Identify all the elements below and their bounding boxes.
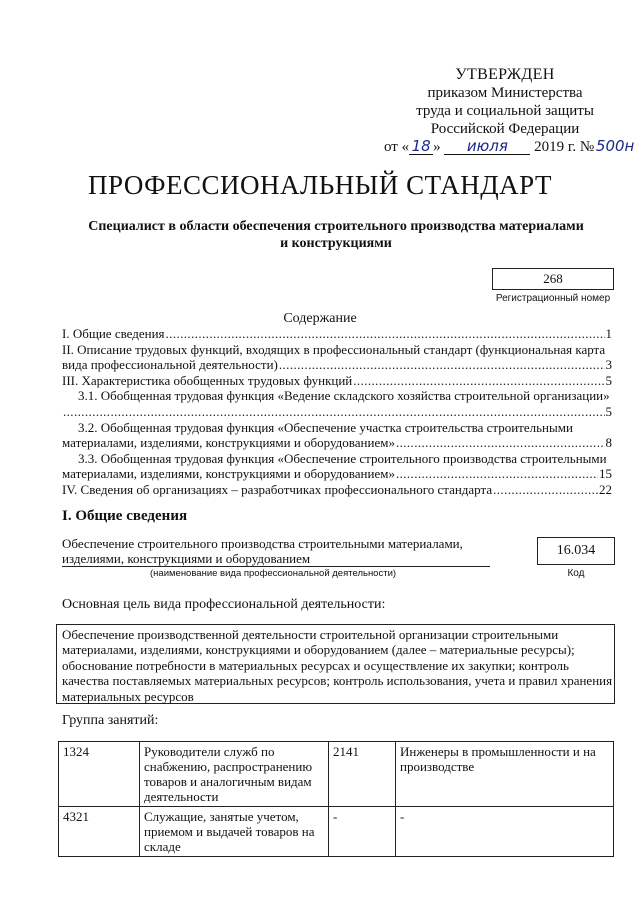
activity-name-line-1: Обеспечение строительного производства строительными материалами, — [62, 536, 463, 551]
occupation-name: Инженеры в промышленности и на производстве — [396, 742, 614, 807]
subtitle-line-2: и конструкциями — [280, 236, 392, 251]
toc-entry-continuation[interactable]: вида профессиональной деятельности) ..... 3 — [62, 357, 612, 373]
occupation-code: 1324 — [59, 742, 140, 807]
toc-entry-continuation[interactable]: ..... 5 — [62, 404, 612, 420]
toc-entry[interactable]: III. Характеристика обобщенных трудовых функций ..... 5 — [62, 373, 612, 389]
approval-line-1: приказом Министерства — [427, 85, 583, 101]
occupation-code: - — [329, 807, 396, 857]
toc-entry[interactable]: IV. Сведения об организациях – разработчиках профессионального стандарта ..... 22 — [62, 482, 612, 498]
date-mid: » — [433, 139, 441, 155]
date-prefix: от « — [384, 139, 410, 155]
activity-name-line-2: изделиями, конструкциями и оборудованием — [62, 551, 311, 566]
goal-box — [56, 624, 615, 704]
activity-underline — [62, 566, 490, 567]
document-subtitle — [60, 218, 612, 252]
occupation-group-table — [58, 741, 614, 857]
occupation-code: 4321 — [59, 807, 140, 857]
approval-date-line — [380, 137, 635, 156]
section-heading: I. Общие сведения — [62, 508, 188, 524]
goal-line: материальных ресурсов — [62, 688, 194, 704]
occupation-name: Служащие, занятые учетом, приемом и выдачей товаров на складе — [140, 807, 329, 857]
approval-block — [380, 66, 635, 156]
occupation-code: 2141 — [329, 742, 396, 807]
approval-line-2: труда и социальной защиты — [416, 103, 594, 119]
handwritten-month: июля — [444, 139, 530, 155]
activity-caption: (наименование вида профессиональной деятельности) — [150, 568, 397, 579]
date-year: 2019 г. № — [534, 139, 595, 155]
toc-title: Содержание — [283, 311, 357, 326]
goal-line: качества поставляемых материальных ресурсов; контроль использования, учета и правил хранения — [62, 673, 613, 689]
activity-name — [62, 536, 482, 566]
toc-entry[interactable]: I. Общие сведения ..... 1 — [62, 326, 612, 342]
occupation-name: Руководители служб по снабжению, распространению товаров и аналогичным видам деятельности — [140, 742, 329, 807]
toc-entry[interactable]: 3.2. Обобщенная трудовая функция «Обеспечение участка строительства строительными — [78, 419, 573, 435]
toc-entry[interactable]: 3.1. Обобщенная трудовая функция «Ведение складского хозяйства строительной организации» — [78, 388, 610, 404]
approval-line-3: Российской Федерации — [430, 121, 580, 137]
toc-entry[interactable]: 3.3. Обобщенная трудовая функция «Обеспечение строительного производства строительными — [78, 450, 607, 466]
toc-entry[interactable]: II. Описание трудовых функций, входящих в профессиональный стандарт (функциональная карта — [62, 341, 606, 357]
goal-label: Основная цель вида профессиональной деятельности: — [62, 597, 386, 612]
table-row — [59, 807, 614, 857]
activity-code-label: Код — [567, 568, 585, 579]
goal-line: обоснование потребности в материальных ресурсах и осуществление их закупки; контроль — [62, 657, 569, 673]
table-row — [59, 742, 614, 807]
occupation-group-label: Группа занятий: — [62, 713, 159, 728]
toc-entry-continuation[interactable]: материалами, изделиями, конструкциями и оборудованием» ..... 8 — [62, 435, 612, 451]
occupation-name: - — [396, 807, 614, 857]
toc-entry-continuation[interactable]: материалами, изделиями, конструкциями и оборудованием» ..... 15 — [62, 466, 612, 482]
goal-line: материалами, изделиями, конструкциями и оборудованием (далее – материальные ресурсы); — [62, 642, 575, 658]
registration-number-box: 268 — [492, 268, 614, 290]
subtitle-line-1: Специалист в области обеспечения строительного производства материалами — [88, 219, 584, 234]
handwritten-day: 18 — [409, 139, 433, 155]
handwritten-order-number: 500н — [595, 137, 635, 155]
registration-number-label: Регистрационный номер — [495, 293, 611, 304]
document-title: ПРОФЕССИОНАЛЬНЫЙ СТАНДАРТ — [87, 170, 553, 200]
activity-code-box: 16.034 — [537, 537, 615, 565]
approval-heading: УТВЕРЖДЕН — [455, 66, 555, 83]
table-of-contents — [62, 326, 612, 498]
goal-line: Обеспечение производственной деятельности строительной организации строительными — [62, 627, 559, 642]
